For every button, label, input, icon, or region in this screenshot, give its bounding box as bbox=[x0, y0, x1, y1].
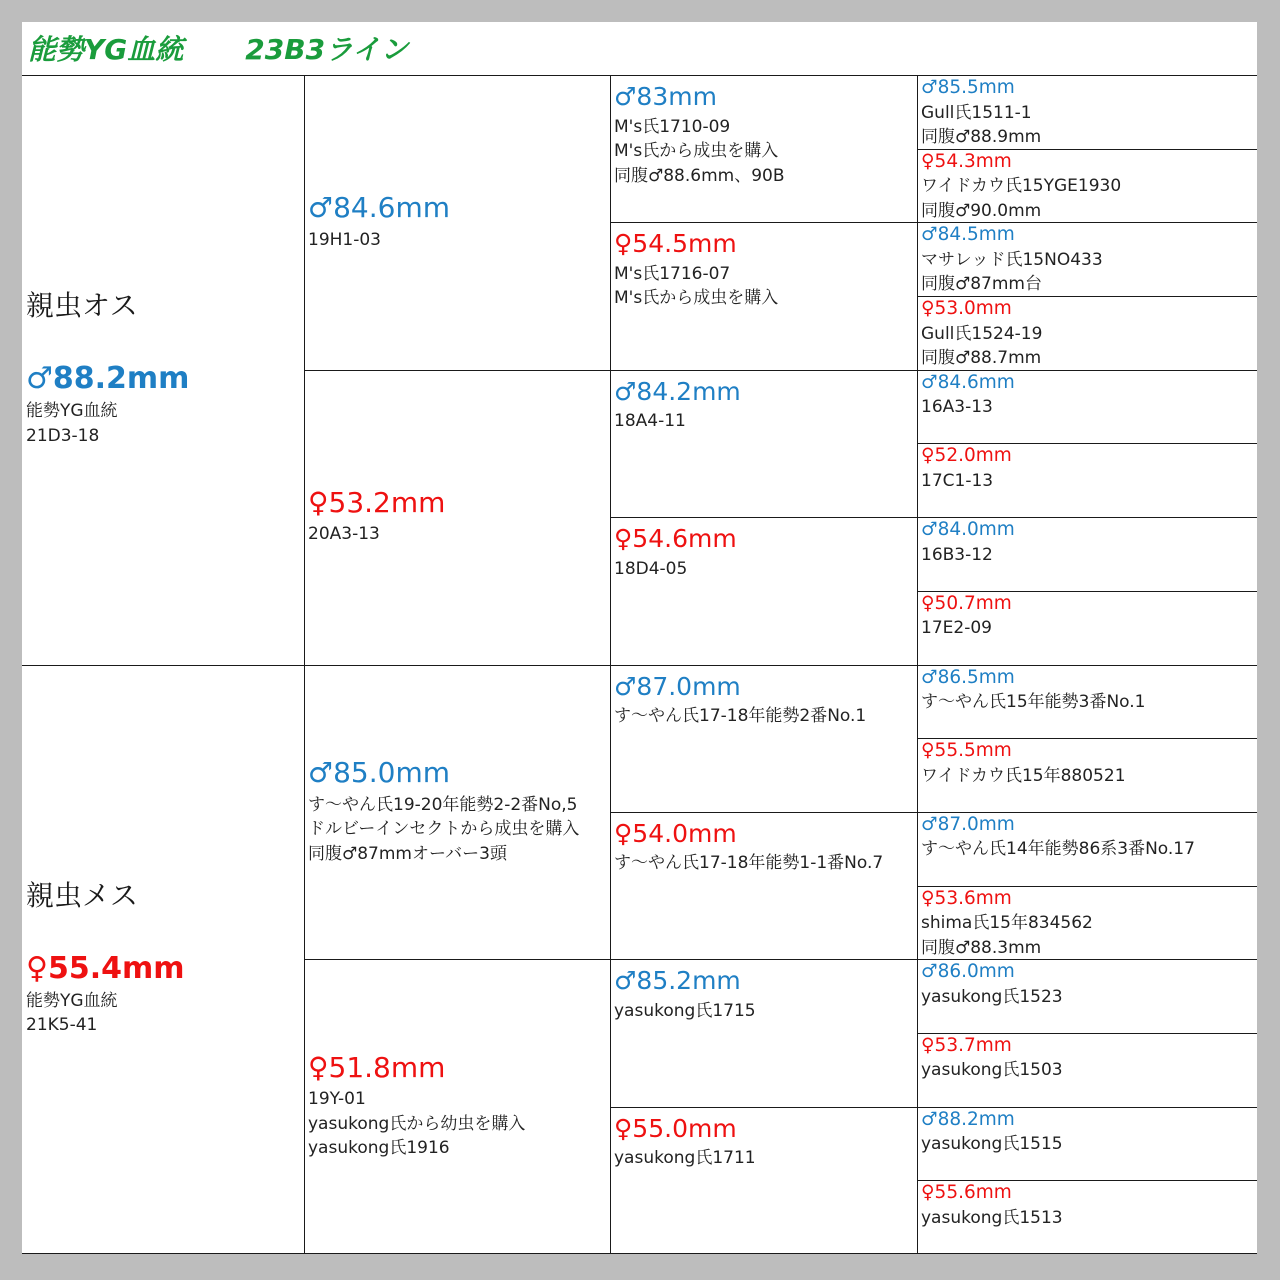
pedigree-cell bbox=[921, 223, 1255, 297]
pedigree-cell bbox=[921, 666, 1255, 715]
size-value: ♂84.2mm bbox=[614, 376, 741, 406]
parent-label: 親虫オス bbox=[26, 289, 138, 323]
size-value: ♀53.0mm bbox=[921, 298, 1012, 320]
info-line: yasukong氏1503 bbox=[921, 1060, 1063, 1081]
info-line: 同腹♂87mm台 bbox=[921, 274, 1042, 295]
size-value: ♂85.2mm bbox=[614, 966, 741, 996]
size-value: ♀55.4mm bbox=[26, 950, 185, 986]
pedigree-cell bbox=[921, 960, 1255, 1009]
size-value: ♂85.0mm bbox=[308, 755, 450, 789]
pedigree-cell bbox=[921, 1034, 1255, 1083]
pedigree-cell bbox=[308, 190, 608, 252]
info-line: 17E2-09 bbox=[921, 618, 992, 639]
pedigree-cell bbox=[614, 230, 915, 311]
pedigree-sheet bbox=[22, 22, 1257, 1254]
info-line: 19Y-01 bbox=[308, 1089, 366, 1110]
info-line: す～やん氏17-18年能勢2番No.1 bbox=[614, 706, 867, 726]
pedigree-cell bbox=[614, 1115, 915, 1171]
info-line: yasukong氏1916 bbox=[308, 1138, 450, 1159]
size-value: ♀53.2mm bbox=[308, 485, 446, 519]
parent-label: 親虫メス bbox=[26, 878, 139, 912]
info-line: yasukong氏1515 bbox=[921, 1134, 1063, 1155]
pedigree-cell bbox=[921, 1108, 1255, 1157]
size-value: ♂86.0mm bbox=[921, 961, 1015, 983]
pedigree-cell bbox=[921, 371, 1255, 420]
size-value: ♂84.6mm bbox=[921, 371, 1015, 393]
info-line: ワイドカウ氏15年880521 bbox=[921, 765, 1126, 786]
info-line: 21D3-18 bbox=[26, 425, 100, 446]
size-value: ♂87.0mm bbox=[614, 671, 741, 701]
info-line: shima氏15年834562 bbox=[921, 913, 1093, 934]
size-value: ♂83mm bbox=[614, 82, 717, 111]
size-value: ♀55.5mm bbox=[921, 740, 1012, 762]
pedigree-cell bbox=[921, 76, 1255, 150]
info-line: Gull氏1524-19 bbox=[921, 323, 1043, 344]
info-line: M's氏1716-07 bbox=[614, 263, 731, 284]
title-lineage: 能勢YG血統 bbox=[28, 33, 184, 66]
pedigree-cell bbox=[614, 83, 915, 188]
size-value: ♀53.6mm bbox=[921, 887, 1012, 909]
info-line: yasukong氏1715 bbox=[614, 1000, 756, 1021]
info-line: 同腹♂90.0mm bbox=[921, 200, 1042, 221]
info-line: yasukong氏1711 bbox=[614, 1148, 756, 1169]
size-value: ♂88.2mm bbox=[921, 1108, 1015, 1130]
pedigree-cell bbox=[921, 150, 1255, 224]
info-line: 同腹♂88.7mm bbox=[921, 348, 1042, 369]
size-value: ♀53.7mm bbox=[921, 1034, 1012, 1056]
pedigree-cell bbox=[614, 525, 915, 581]
size-value: ♂86.5mm bbox=[921, 666, 1015, 688]
info-line: 同腹♂88.3mm bbox=[921, 937, 1042, 958]
title-line: 23B3ライン bbox=[245, 33, 409, 66]
size-value: ♀50.7mm bbox=[921, 592, 1012, 614]
pedigree-cell bbox=[614, 820, 915, 876]
pedigree-cell bbox=[921, 739, 1255, 788]
info-line: 16A3-13 bbox=[921, 397, 993, 418]
size-value: ♀54.6mm bbox=[614, 524, 737, 554]
info-line: M's氏から成虫を購入 bbox=[614, 141, 779, 161]
pedigree-cell bbox=[921, 813, 1255, 862]
size-value: ♀54.3mm bbox=[921, 150, 1012, 172]
info-line: yasukong氏1523 bbox=[921, 986, 1063, 1007]
info-line: す～やん氏14年能勢86系3番No.17 bbox=[921, 839, 1195, 860]
pedigree-cell bbox=[308, 485, 608, 547]
info-line: 20A3-13 bbox=[308, 524, 380, 545]
pedigree-cell bbox=[26, 878, 302, 1038]
info-line: yasukong氏1513 bbox=[921, 1207, 1063, 1228]
size-value: ♂84.6mm bbox=[308, 190, 450, 224]
size-value: ♂85.5mm bbox=[921, 77, 1015, 98]
info-line: ワイドカウ氏15YGE1930 bbox=[921, 176, 1122, 197]
size-value: ♀51.8mm bbox=[308, 1050, 446, 1084]
pedigree-cell bbox=[26, 291, 302, 448]
info-line: 19H1-03 bbox=[308, 229, 381, 250]
info-line: す～やん氏17-18年能勢1-1番No.7 bbox=[614, 853, 884, 874]
info-line: 能勢YG血統 bbox=[26, 990, 118, 1011]
size-value: ♂87.0mm bbox=[921, 813, 1015, 835]
info-line: M's氏から成虫を購入 bbox=[614, 288, 779, 309]
pedigree-cell bbox=[921, 1181, 1255, 1230]
size-value: ♀54.5mm bbox=[614, 229, 737, 259]
pedigree-cell bbox=[614, 673, 915, 729]
size-value: ♀55.0mm bbox=[614, 1113, 737, 1143]
pedigree-cell bbox=[614, 967, 915, 1023]
info-line: 17C1-13 bbox=[921, 470, 994, 491]
size-value: ♂84.5mm bbox=[921, 224, 1015, 246]
size-value: ♀54.0mm bbox=[614, 818, 737, 848]
info-line: す～やん氏19-20年能勢2-2番No,5 bbox=[308, 794, 578, 815]
info-line: 同腹♂87mmオーバー3頭 bbox=[308, 843, 507, 864]
pedigree-cell bbox=[921, 887, 1255, 961]
size-value: ♀52.0mm bbox=[921, 445, 1012, 467]
page-title bbox=[28, 28, 408, 72]
info-line: ドルビーインセクトから成虫を購入 bbox=[308, 819, 580, 840]
info-line: 16B3-12 bbox=[921, 544, 993, 565]
pedigree-cell bbox=[921, 297, 1255, 371]
pedigree-cell bbox=[308, 1050, 608, 1161]
pedigree-cell bbox=[921, 592, 1255, 641]
info-line: 18A4-11 bbox=[614, 411, 686, 432]
info-line: 同腹♂88.9mm bbox=[921, 127, 1042, 147]
info-line: yasukong氏から幼虫を購入 bbox=[308, 1113, 526, 1134]
info-line: Gull氏1511-1 bbox=[921, 102, 1032, 123]
pedigree-cell bbox=[921, 518, 1255, 567]
size-value: ♂88.2mm bbox=[26, 361, 190, 397]
info-line: 21K5-41 bbox=[26, 1015, 98, 1036]
info-line: す～やん氏15年能勢3番No.1 bbox=[921, 692, 1146, 712]
pedigree-cell bbox=[921, 444, 1255, 493]
info-line: 同腹♂88.6mm、90B bbox=[614, 165, 785, 186]
size-value: ♀55.6mm bbox=[921, 1182, 1012, 1204]
table-bottom-border bbox=[22, 1253, 1257, 1254]
info-line: 18D4-05 bbox=[614, 558, 688, 579]
pedigree-cell bbox=[308, 755, 608, 866]
info-line: マサレッド氏15NO433 bbox=[921, 249, 1103, 270]
pedigree-cell bbox=[614, 378, 915, 434]
info-line: 能勢YG血統 bbox=[26, 401, 118, 422]
info-line: M's氏1710-09 bbox=[614, 116, 731, 137]
size-value: ♂84.0mm bbox=[921, 519, 1015, 541]
